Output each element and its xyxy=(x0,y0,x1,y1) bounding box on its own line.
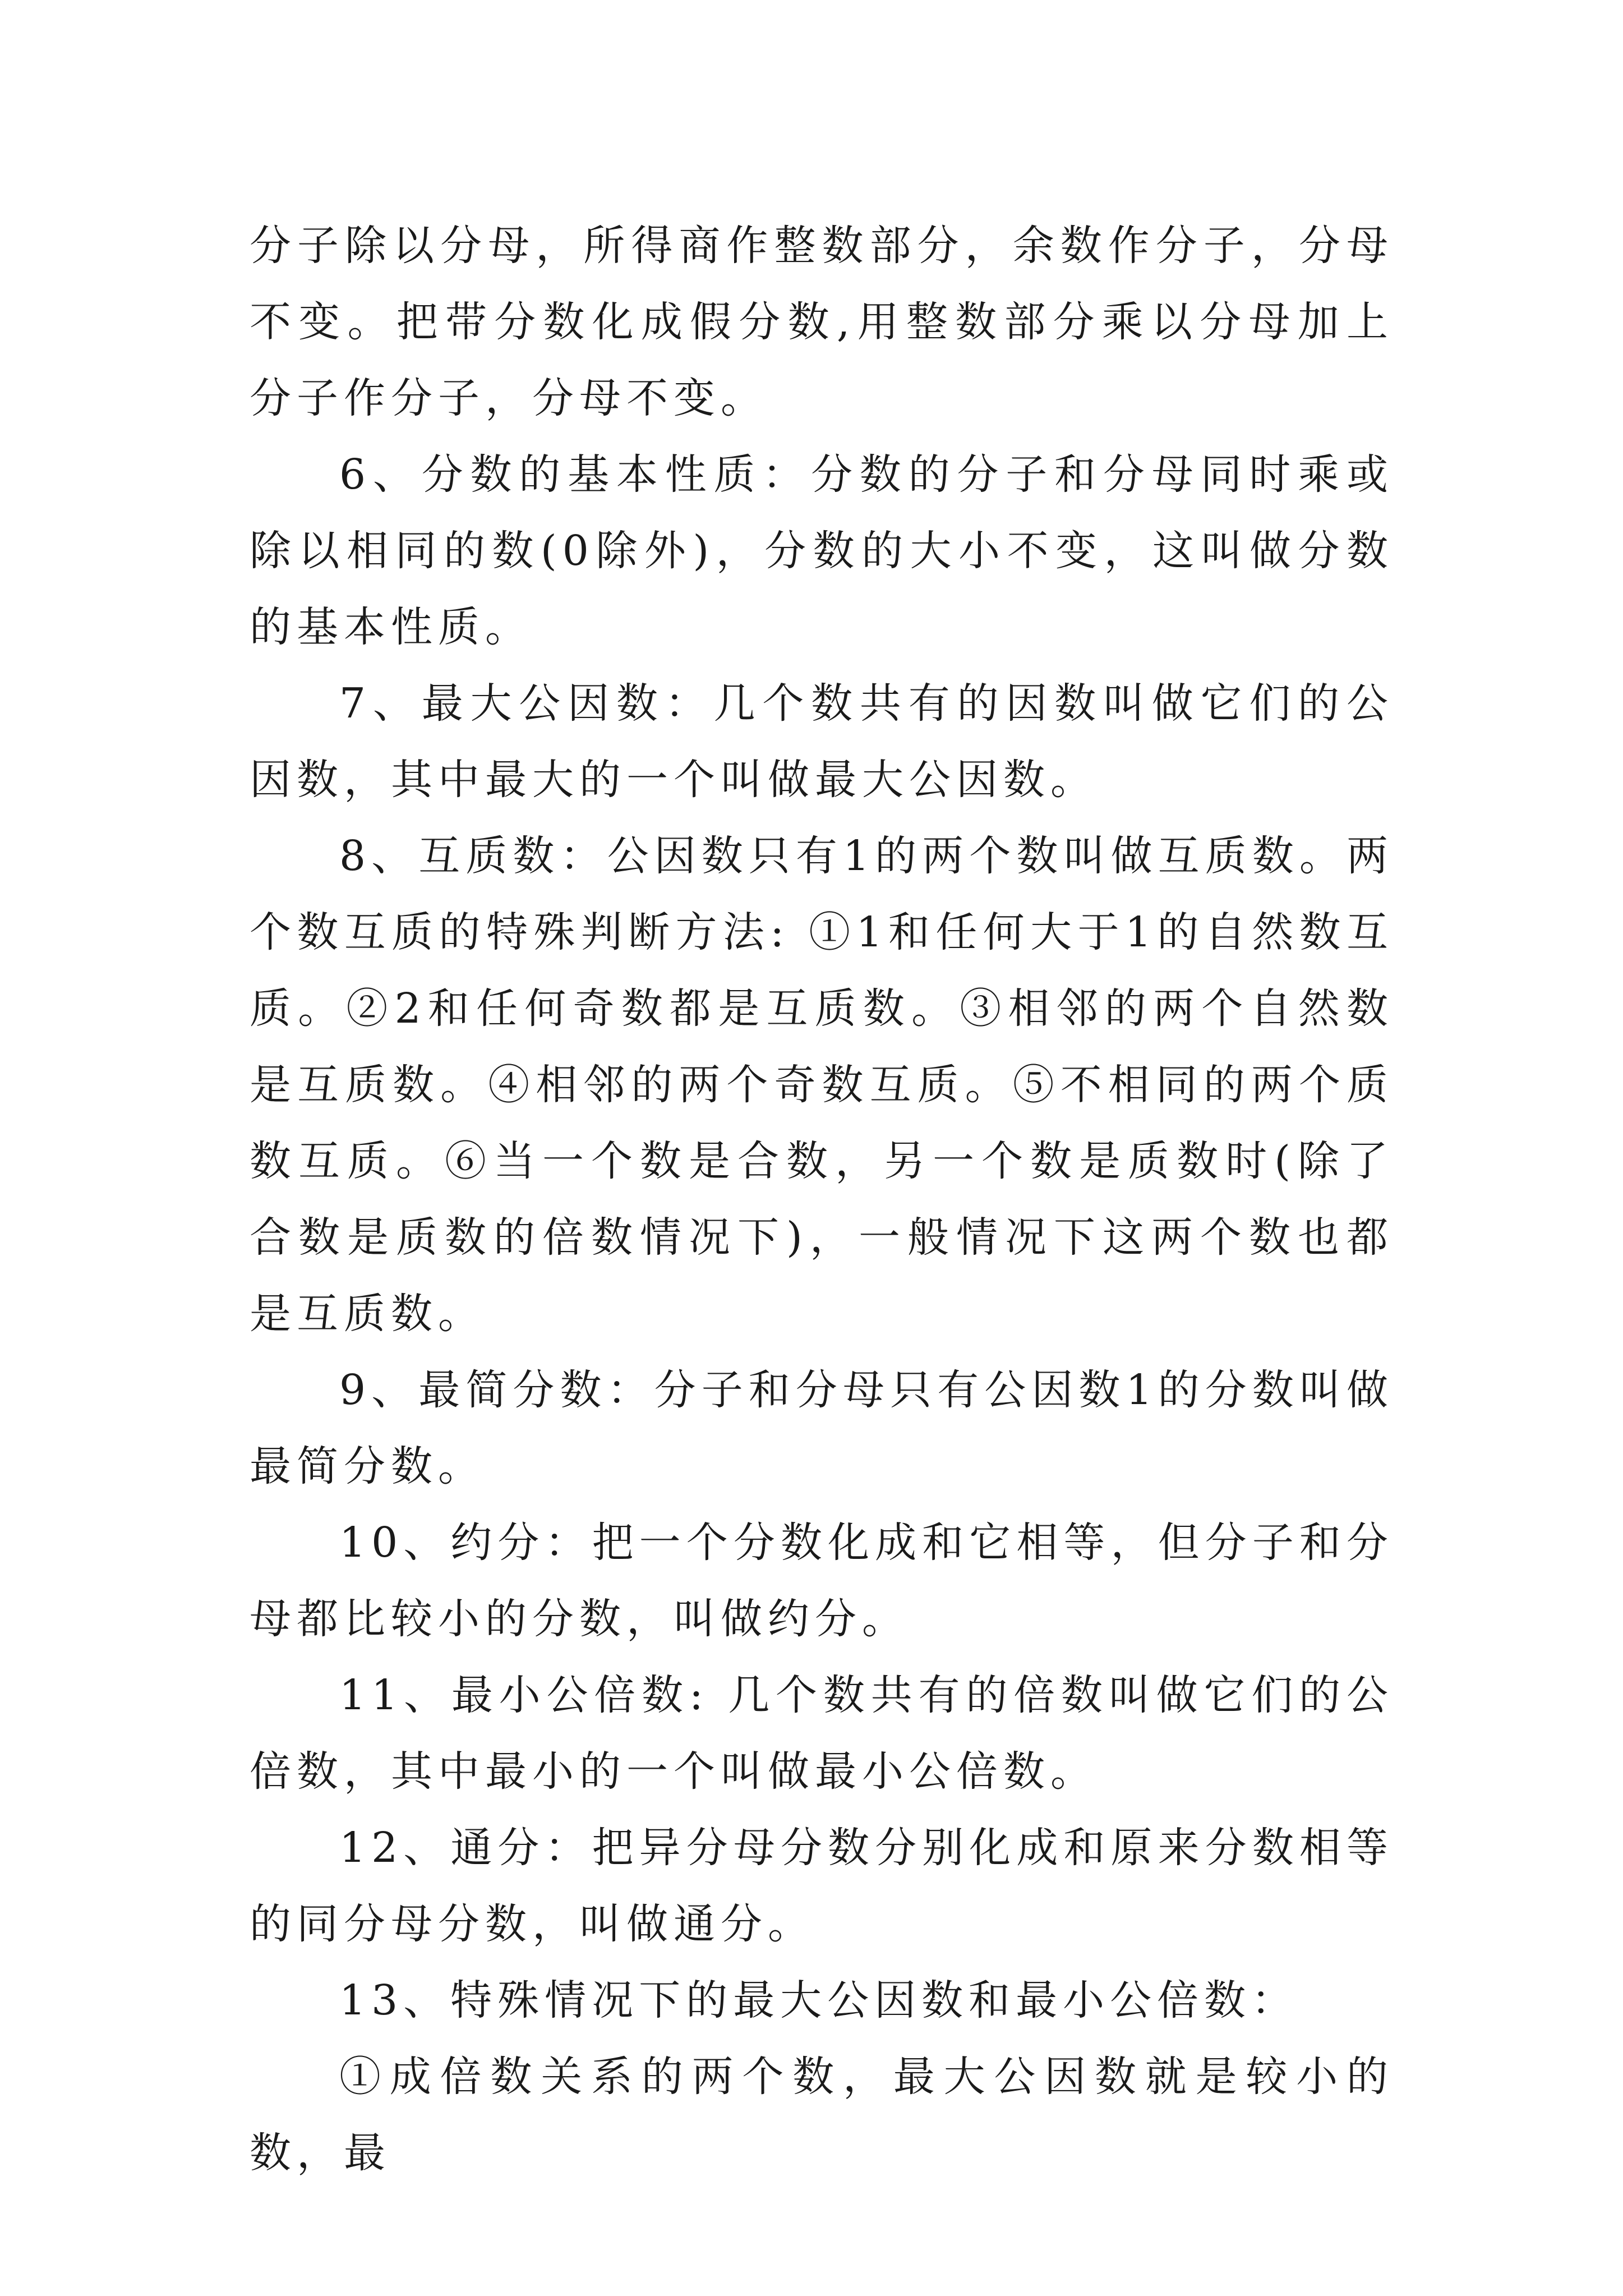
paragraph-fraction-basic-property: 6、分数的基本性质：分数的分子和分母同时乘或除以相同的数(0除外)，分数的大小不变，这叫做分数的基本性质。 xyxy=(250,450,1394,651)
paragraph-simplest-fraction: 9、最简分数：分子和分母只有公因数1的分数叫做最简分数。 xyxy=(250,1366,1394,1490)
paragraph-reduction: 10、约分：把一个分数化成和它相等，但分子和分母都比较小的分数，叫做约分。 xyxy=(250,1519,1394,1643)
paragraph-least-common-multiple: 11、最小公倍数: 几个数共有的倍数叫做它们的公倍数，其中最小的一个叫做最小公倍数。 xyxy=(250,1671,1394,1796)
paragraph-greatest-common-factor: 7、最大公因数：几个数共有的因数叫做它们的公因数，其中最大的一个叫做最大公因数。 xyxy=(250,679,1394,804)
paragraph-mixed-number-conversion: 分子除以分母，所得商作整数部分，余数作分子，分母不变。把带分数化成假分数,用整数部分乘以分母加上分子作分子，分母不变。 xyxy=(250,222,1394,422)
document-body xyxy=(250,208,1394,2191)
paragraph-multiple-relation-case: ①成倍数关系的两个数，最大公因数就是较小的数，最 xyxy=(250,2053,1394,2177)
paragraph-common-denominator: 12、通分：把异分母分数分别化成和原来分数相等的同分母分数，叫做通分。 xyxy=(250,1824,1394,1948)
paragraph-coprime-numbers: 8、互质数：公因数只有1的两个数叫做互质数。两个数互质的特殊判断方法: ①1和任何大于1的自然数互质。②2和任何奇数都是互质数。③相邻的两个自然数是互质数。④相邻的两个奇数互质。⑤不相同的两个质数互质。⑥当一个数是合数，另一个数是质数时(除了合数是质数的倍数情况下)，一般情况下这两个数也都是互质数。 xyxy=(250,832,1394,1338)
paragraph-special-cases-heading: 13、特殊情况下的最大公因数和最小公倍数： xyxy=(339,1976,1299,2024)
